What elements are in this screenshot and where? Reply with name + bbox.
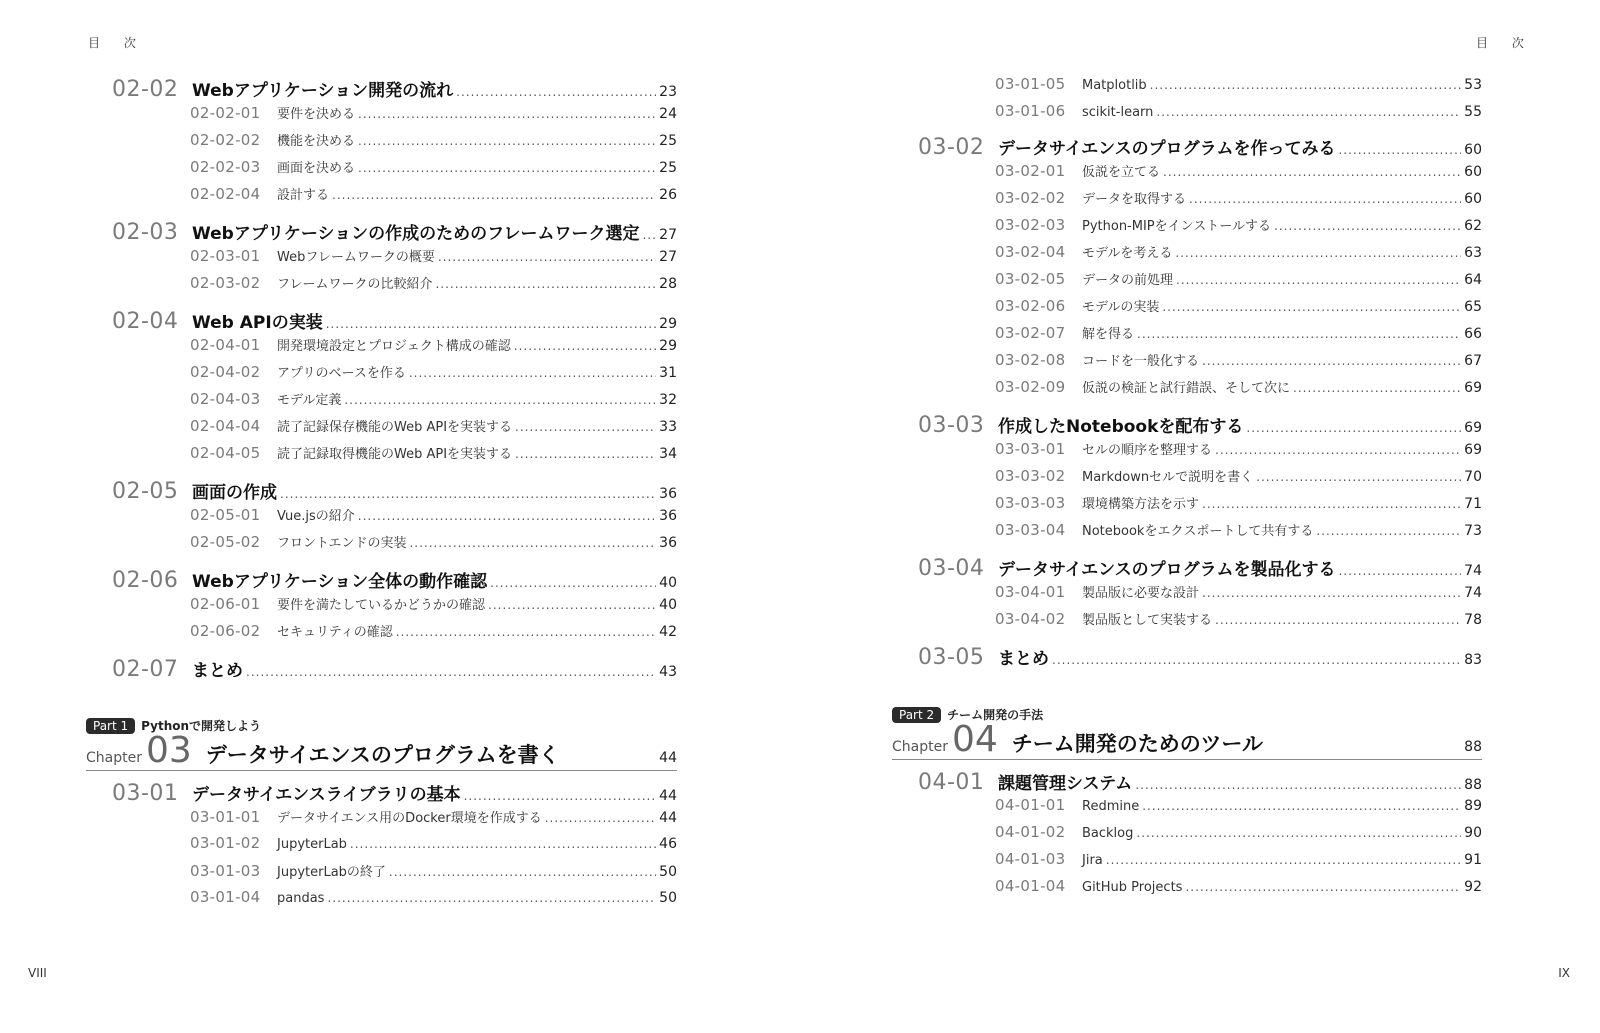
subsection-title: Webフレームワークの概要 <box>277 250 435 265</box>
dot-leader <box>358 509 656 523</box>
subsection-number: 03-01-06 <box>995 102 1066 120</box>
dot-leader <box>438 250 656 264</box>
page-number: 36 <box>659 535 677 551</box>
subsection-title: 要件を満たしているかどうかの確認 <box>277 598 486 613</box>
toc-subsection-row[interactable] <box>995 877 1482 895</box>
toc-subsection-row[interactable] <box>190 362 677 381</box>
subsection-number: 03-03-02 <box>995 467 1066 485</box>
section-number: 03-03 <box>918 413 985 438</box>
toc-section-row[interactable] <box>918 134 1482 160</box>
dot-leader <box>642 228 656 242</box>
chapter-title: データサイエンスのプログラムを書く <box>205 743 560 767</box>
subsection-number: 03-02-03 <box>995 216 1066 234</box>
page-number: 25 <box>659 133 677 149</box>
toc-section-row[interactable] <box>112 656 677 682</box>
toc-subsection-row[interactable] <box>995 188 1482 207</box>
dot-leader <box>1338 564 1461 578</box>
dot-leader <box>1052 653 1461 667</box>
subsection-number: 03-02-08 <box>995 351 1066 369</box>
toc-subsection-row[interactable] <box>995 609 1482 628</box>
page-number: 92 <box>1464 879 1482 895</box>
subsection-title: Jira <box>1082 853 1103 868</box>
dot-leader <box>515 447 656 461</box>
dot-leader <box>1338 143 1461 157</box>
page-number: 90 <box>1464 825 1482 841</box>
dot-leader <box>1215 443 1461 457</box>
dot-leader <box>358 134 656 148</box>
page-number: 60 <box>1464 191 1482 207</box>
subsection-number: 03-01-04 <box>190 888 261 906</box>
subsection-number: 02-04-02 <box>190 363 261 381</box>
dot-leader <box>280 487 656 501</box>
subsection-title: Backlog <box>1082 826 1134 841</box>
page-number: 40 <box>659 597 677 613</box>
toc-subsection-row[interactable] <box>995 161 1482 180</box>
subsection-title: JupyterLabの終了 <box>277 865 386 880</box>
toc-subsection-row[interactable] <box>995 520 1482 539</box>
toc-subsection-row[interactable] <box>190 273 677 292</box>
toc-subsection-row[interactable] <box>995 439 1482 458</box>
toc-subsection-row[interactable] <box>190 246 677 265</box>
subsection-title: Markdownセルで説明を書く <box>1082 470 1254 485</box>
subsection-title: データの前処理 <box>1082 273 1174 288</box>
toc-subsection-row[interactable] <box>995 466 1482 485</box>
toc-subsection-row[interactable] <box>190 130 677 149</box>
part-label: Pythonで開発しよう <box>141 719 262 733</box>
page-number: 24 <box>659 106 677 122</box>
page-number: 44 <box>659 788 677 804</box>
dot-leader <box>327 891 656 905</box>
chapter-number: 03 <box>145 730 192 771</box>
dot-leader <box>1163 165 1461 179</box>
subsection-title: コードを一般化する <box>1082 354 1200 369</box>
toc-subsection-row[interactable] <box>190 834 677 852</box>
chapter-heading[interactable] <box>86 730 677 771</box>
toc-section-row[interactable] <box>112 567 677 593</box>
toc-subsection-row[interactable] <box>190 103 677 122</box>
page-number: 63 <box>1464 245 1482 261</box>
toc-subsection-row[interactable] <box>995 75 1482 93</box>
subsection-title: セキュリティの確認 <box>277 625 393 640</box>
subsection-title: Matplotlib <box>1082 78 1147 93</box>
subsection-number: 03-01-02 <box>190 834 261 852</box>
toc-subsection-row[interactable] <box>190 888 677 906</box>
section-title: データサイエンスのプログラムを製品化する <box>998 560 1336 580</box>
subsection-number: 02-03-01 <box>190 247 261 265</box>
section-title: 画面の作成 <box>192 483 277 503</box>
dot-leader <box>490 576 656 590</box>
toc-subsection-row[interactable] <box>190 594 677 613</box>
dot-leader <box>1256 470 1461 484</box>
page-number: 33 <box>659 419 677 435</box>
toc-subsection-row[interactable] <box>995 323 1482 342</box>
subsection-title: データサイエンス用のDocker環境を作成する <box>277 811 542 826</box>
page-number: 53 <box>1464 77 1482 93</box>
page-number: 74 <box>1464 585 1482 601</box>
page-number: 64 <box>1464 272 1482 288</box>
chapter-page-number: 88 <box>1464 739 1482 755</box>
toc-subsection-row[interactable] <box>995 493 1482 512</box>
chapter-word: Chapter <box>892 739 948 755</box>
page-number: 71 <box>1464 496 1482 512</box>
page-number: 31 <box>659 365 677 381</box>
section-number: 03-04 <box>918 556 985 581</box>
subsection-title: 読了記録保存機能のWeb APIを実装する <box>277 420 513 435</box>
subsection-title: 製品版に必要な設計 <box>1082 586 1200 601</box>
page-number: 32 <box>659 392 677 408</box>
page-number: 74 <box>1464 563 1482 579</box>
subsection-number: 04-01-01 <box>995 796 1066 814</box>
dot-leader <box>1215 613 1461 627</box>
page-number: 69 <box>1464 442 1482 458</box>
page-number: 50 <box>659 864 677 880</box>
toc-subsection-row[interactable] <box>995 377 1482 396</box>
subsection-title: モデルの実装 <box>1082 300 1160 315</box>
subsection-title: 環境構築方法を示す <box>1082 497 1200 512</box>
page-number: 29 <box>659 338 677 354</box>
toc-section-row[interactable] <box>918 644 1482 670</box>
chapter-word: Chapter <box>86 750 142 766</box>
subsection-number: 03-02-01 <box>995 162 1066 180</box>
subsection-number: 03-04-02 <box>995 610 1066 628</box>
dot-leader <box>514 339 656 353</box>
subsection-number: 04-01-04 <box>995 877 1066 895</box>
dot-leader <box>1142 799 1461 813</box>
subsection-number: 04-01-03 <box>995 850 1066 868</box>
subsection-title: データを取得する <box>1082 192 1187 207</box>
dot-leader <box>1175 246 1461 260</box>
toc-subsection-row[interactable] <box>190 807 677 826</box>
dot-leader <box>389 865 656 879</box>
dot-leader <box>435 277 656 291</box>
subsection-number: 03-01-03 <box>190 862 261 880</box>
section-title: 作成したNotebookを配布する <box>998 417 1244 437</box>
page-number: 26 <box>659 187 677 203</box>
dot-leader <box>326 317 656 331</box>
dot-leader <box>409 536 656 550</box>
section-number: 04-01 <box>918 770 985 795</box>
subsection-title: 解を得る <box>1082 327 1135 342</box>
dot-leader <box>464 789 657 803</box>
subsection-number: 03-02-05 <box>995 270 1066 288</box>
section-number: 03-05 <box>918 645 985 670</box>
toc-section-row[interactable] <box>112 76 677 102</box>
subsection-number: 03-03-01 <box>995 440 1066 458</box>
section-title: データサイエンスライブラリの基本 <box>192 785 461 805</box>
page-number: 36 <box>659 486 677 502</box>
subsection-title: モデル定義 <box>277 393 342 408</box>
dot-leader <box>344 393 656 407</box>
section-number: 02-04 <box>112 309 179 334</box>
dot-leader <box>409 366 656 380</box>
section-title: Web APIの実装 <box>192 313 323 333</box>
section-title: 課題管理システム <box>998 774 1133 794</box>
subsection-title: モデルを考える <box>1082 246 1173 261</box>
section-title: まとめ <box>998 649 1049 669</box>
page-number: 60 <box>1464 164 1482 180</box>
subsection-title: JupyterLab <box>277 837 347 852</box>
dot-leader <box>1293 381 1461 395</box>
section-title: Webアプリケーション全体の動作確認 <box>192 572 488 592</box>
toc-section-row[interactable] <box>112 219 677 245</box>
part-label: チーム開発の手法 <box>947 708 1044 722</box>
section-title: Webアプリケーション開発の流れ <box>192 81 454 101</box>
dot-leader <box>358 161 656 175</box>
page-number: 91 <box>1464 852 1482 868</box>
section-number: 03-02 <box>918 135 985 160</box>
page-number: 78 <box>1464 612 1482 628</box>
section-title: まとめ <box>192 661 243 681</box>
dot-leader <box>1185 880 1461 894</box>
toc-subsection-row[interactable] <box>190 335 677 354</box>
subsection-title: 製品版として実装する <box>1082 613 1213 628</box>
page-number: 65 <box>1464 299 1482 315</box>
page-number: 67 <box>1464 353 1482 369</box>
dot-leader <box>1176 273 1461 287</box>
subsection-number: 03-02-06 <box>995 297 1066 315</box>
toc-subsection-row[interactable] <box>190 621 677 640</box>
chapter-title: チーム開発のためのツール <box>1011 732 1263 756</box>
chapter-heading[interactable] <box>892 719 1482 760</box>
dot-leader <box>396 625 656 639</box>
subsection-number: 03-02-07 <box>995 324 1066 342</box>
toc-subsection-row[interactable] <box>995 215 1482 234</box>
dot-leader <box>332 188 656 202</box>
subsection-number: 03-04-01 <box>995 583 1066 601</box>
page-number: 50 <box>659 890 677 906</box>
page-number: 36 <box>659 508 677 524</box>
subsection-title: アプリのベースを作る <box>277 366 406 381</box>
dot-leader <box>545 811 656 825</box>
page-number: 43 <box>659 664 677 680</box>
subsection-number: 02-02-01 <box>190 104 261 122</box>
chapter-number: 04 <box>951 719 998 760</box>
toc-subsection-row[interactable] <box>190 861 677 880</box>
section-number: 02-05 <box>112 479 179 504</box>
subsection-number: 04-01-02 <box>995 823 1066 841</box>
subsection-title: Redmine <box>1082 799 1140 814</box>
subsection-number: 03-01-05 <box>995 75 1066 93</box>
page-number: 27 <box>659 249 677 265</box>
section-number: 02-03 <box>112 220 179 245</box>
toc-subsection-row[interactable] <box>995 350 1482 369</box>
page-number: 34 <box>659 446 677 462</box>
page-number: 25 <box>659 160 677 176</box>
subsection-number: 03-03-04 <box>995 521 1066 539</box>
dot-leader <box>1156 105 1461 119</box>
dot-leader <box>1202 497 1461 511</box>
page-number: 42 <box>659 624 677 640</box>
page-number: 23 <box>659 84 677 100</box>
page-number: 83 <box>1464 652 1482 668</box>
dot-leader <box>1189 192 1461 206</box>
subsection-number: 03-03-03 <box>995 494 1066 512</box>
dot-leader <box>488 598 656 612</box>
page-number: 46 <box>659 836 677 852</box>
page-number: 69 <box>1464 420 1482 436</box>
dot-leader <box>1137 327 1461 341</box>
dot-leader <box>1202 586 1461 600</box>
subsection-number: 02-06-01 <box>190 595 261 613</box>
subsection-number: 02-03-02 <box>190 274 261 292</box>
toc-subsection-row[interactable] <box>190 157 677 176</box>
dot-leader <box>1202 354 1461 368</box>
subsection-title: Vue.jsの紹介 <box>277 509 355 524</box>
subsection-number: 02-04-05 <box>190 444 261 462</box>
page-number: 60 <box>1464 142 1482 158</box>
subsection-title: 画面を決める <box>277 161 356 176</box>
subsection-number: 02-05-02 <box>190 533 261 551</box>
section-title: データサイエンスのプログラムを作ってみる <box>998 139 1336 159</box>
toc-subsection-row[interactable] <box>995 269 1482 288</box>
subsection-title: 設計する <box>277 188 330 203</box>
section-number: 02-06 <box>112 568 179 593</box>
section-title: Webアプリケーションの作成のためのフレームワーク選定 <box>192 224 640 244</box>
subsection-title: 仮説を立てる <box>1082 165 1161 180</box>
dot-leader <box>1135 778 1461 792</box>
subsection-title: 要件を決める <box>277 107 356 122</box>
toc-subsection-row[interactable] <box>995 296 1482 315</box>
page-number: 69 <box>1464 380 1482 396</box>
subsection-title: scikit-learn <box>1082 105 1154 120</box>
subsection-number: 02-02-03 <box>190 158 261 176</box>
toc-subsection-row[interactable] <box>995 850 1482 868</box>
subsection-number: 03-02-02 <box>995 189 1066 207</box>
page-number: 28 <box>659 276 677 292</box>
subsection-number: 02-02-02 <box>190 131 261 149</box>
dot-leader <box>1136 826 1461 840</box>
dot-leader <box>1246 421 1461 435</box>
toc-section-row[interactable] <box>918 555 1482 581</box>
toc-section-row[interactable] <box>112 478 677 504</box>
subsection-number: 02-04-04 <box>190 417 261 435</box>
dot-leader <box>1106 853 1461 867</box>
subsection-number: 02-05-01 <box>190 506 261 524</box>
page-number: 73 <box>1464 523 1482 539</box>
toc-subsection-row[interactable] <box>995 823 1482 841</box>
subsection-title: pandas <box>277 891 325 906</box>
toc-subsection-row[interactable] <box>190 532 677 551</box>
page-number: 89 <box>1464 798 1482 814</box>
toc-subsection-row[interactable] <box>995 242 1482 261</box>
dot-leader <box>246 665 656 679</box>
toc-subsection-row[interactable] <box>190 389 677 408</box>
toc-subsection-row[interactable] <box>995 582 1482 601</box>
subsection-number: 03-02-04 <box>995 243 1066 261</box>
subsection-title: フロントエンドの実装 <box>277 536 407 551</box>
part-badge: Part 2 <box>892 707 941 723</box>
page-number: 62 <box>1464 218 1482 234</box>
subsection-title: Notebookをエクスポートして共有する <box>1082 524 1314 539</box>
subsection-title: 機能を決める <box>277 134 356 149</box>
page-number: 44 <box>659 810 677 826</box>
right-page <box>800 0 1600 1033</box>
subsection-title: 読了記録取得機能のWeb APIを実装する <box>277 447 513 462</box>
subsection-title: 開発環境設定とプロジェクト構成の確認 <box>277 339 511 354</box>
toc-subsection-row[interactable] <box>995 102 1482 120</box>
dot-leader <box>358 107 656 121</box>
page-number: 70 <box>1464 469 1482 485</box>
part-badge: Part 1 <box>86 718 135 734</box>
toc-section-row[interactable] <box>918 412 1482 438</box>
dot-leader <box>1274 219 1461 233</box>
running-header: 目 次 <box>88 36 146 50</box>
page-number: 40 <box>659 575 677 591</box>
toc-subsection-row[interactable] <box>190 443 677 462</box>
subsection-title: 仮説の検証と試行錯誤、そして次に <box>1082 381 1291 396</box>
page-number: 66 <box>1464 326 1482 342</box>
subsection-number: 03-01-01 <box>190 808 261 826</box>
dot-leader <box>1150 78 1462 92</box>
section-number: 02-02 <box>112 77 179 102</box>
page-number: 55 <box>1464 104 1482 120</box>
page-folio: IX <box>1558 966 1570 980</box>
toc-subsection-row[interactable] <box>190 416 677 435</box>
dot-leader <box>1162 300 1461 314</box>
toc-subsection-row[interactable] <box>190 505 677 524</box>
subsection-number: 02-02-04 <box>190 185 261 203</box>
page-number: 27 <box>659 227 677 243</box>
section-number: 03-01 <box>112 781 179 806</box>
toc-section-row[interactable] <box>112 308 677 334</box>
subsection-number: 02-06-02 <box>190 622 261 640</box>
page-folio: VIII <box>28 966 47 980</box>
chapter-page-number: 44 <box>659 750 677 766</box>
subsection-number: 02-04-03 <box>190 390 261 408</box>
toc-subsection-row[interactable] <box>190 184 677 203</box>
dot-leader <box>515 420 656 434</box>
toc-subsection-row[interactable] <box>995 796 1482 814</box>
dot-leader <box>456 85 656 99</box>
subsection-title: Python-MIPをインストールする <box>1082 219 1271 234</box>
subsection-title: フレームワークの比較紹介 <box>277 277 433 292</box>
running-header: 目 次 <box>1476 36 1534 50</box>
section-number: 02-07 <box>112 657 179 682</box>
toc-section-row[interactable] <box>918 769 1482 795</box>
dot-leader <box>1316 524 1461 538</box>
dot-leader <box>350 837 656 851</box>
page-number: 88 <box>1464 777 1482 793</box>
subsection-title: セルの順序を整理する <box>1082 443 1213 458</box>
subsection-title: GitHub Projects <box>1082 880 1183 895</box>
subsection-number: 03-02-09 <box>995 378 1066 396</box>
toc-section-row[interactable] <box>112 780 677 806</box>
subsection-number: 02-04-01 <box>190 336 261 354</box>
page-number: 29 <box>659 316 677 332</box>
